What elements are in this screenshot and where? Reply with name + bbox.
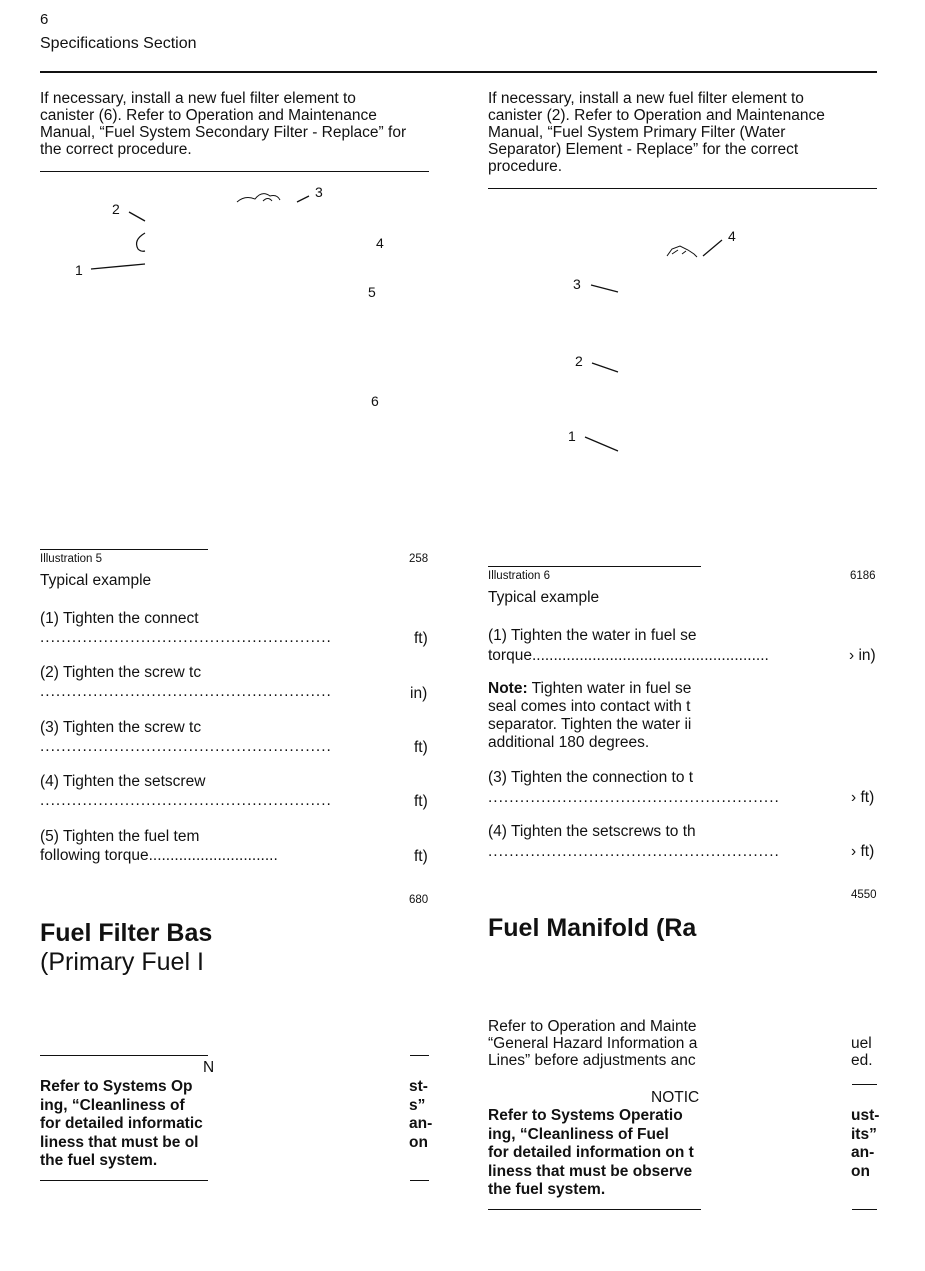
section-title: Specifications Section [40, 35, 197, 52]
right-notice-line-end: its” [851, 1125, 877, 1143]
right-notice-text-right [851, 1107, 879, 1181]
right-notice-label: NOTIC [651, 1089, 700, 1106]
right-step-4: (4) Tighten the setscrews to th [488, 823, 696, 840]
left-step-4-leader: ....................................................... [40, 792, 332, 809]
left-section-subheading: (Primary Fuel I [40, 948, 204, 976]
left-notice-line: ing, “Cleanliness of [40, 1096, 185, 1114]
left-step-2: (2) Tighten the screw tc [40, 664, 202, 681]
left-section-heading: Fuel Filter Bas [40, 919, 213, 947]
right-note-line-text: Tighten water in fuel se [527, 680, 692, 697]
left-step-5-value: ft) [414, 848, 428, 865]
right-note [488, 680, 691, 752]
left-intro-line: the correct procedure. [40, 141, 192, 158]
right-notice-line: Refer to Systems Operatio [488, 1107, 683, 1124]
right-step-1-line2 [488, 647, 769, 665]
left-callout-5: 5 [368, 284, 376, 300]
right-notice-rule-bottom-end [852, 1209, 877, 1210]
right-notice-line-end: ust- [851, 1107, 880, 1124]
left-step-1-value: ft) [414, 630, 428, 647]
left-intro-line: canister (6). Refer to Operation and Maintenance [40, 107, 377, 124]
left-step-2-leader: ....................................................... [40, 683, 332, 700]
left-step-1-leader: ....................................................... [40, 629, 332, 646]
right-callout-3: 3 [573, 276, 581, 292]
left-callout-3: 3 [315, 184, 323, 200]
right-notice-line-end: on [851, 1162, 870, 1180]
right-step-1-line2-text: torque [488, 647, 532, 664]
right-notice-text [488, 1107, 694, 1200]
right-intro-line: canister (2). Refer to Operation and Maintenance [488, 107, 825, 124]
right-note-line: seal comes into contact with t [488, 698, 691, 715]
right-reference-line: Lines” before adjustments anc [488, 1052, 696, 1069]
right-notice-line: liness that must be observe [488, 1162, 693, 1180]
right-note-label: Note: [488, 680, 528, 697]
right-illustration-label: Illustration 6 [488, 570, 551, 582]
left-callout-4: 4 [376, 235, 384, 251]
left-illustration-label: Illustration 5 [40, 553, 103, 565]
right-caption: Typical example [488, 589, 600, 606]
right-step-3-leader: ....................................................... [488, 789, 780, 806]
left-notice-line-end: s” [409, 1096, 426, 1114]
page-number: 6 [40, 11, 49, 28]
left-step-5-line2-text: following torque [40, 847, 149, 864]
left-intro-line: If necessary, install a new fuel filter element to [40, 90, 356, 107]
right-note-line: separator. Tighten the water ii [488, 716, 692, 733]
left-step-3-leader: ....................................................... [40, 738, 332, 755]
right-notice-line: ing, “Cleanliness of Fuel [488, 1125, 669, 1143]
right-step-4-value: › ft) [851, 843, 875, 860]
left-notice-line: liness that must be ol [40, 1133, 199, 1151]
right-note-line: additional 180 degrees. [488, 734, 650, 751]
left-notice-line: the fuel system. [40, 1152, 158, 1169]
right-callout-2: 2 [575, 353, 583, 369]
right-notice-rule-bottom [488, 1209, 701, 1210]
right-notice-line: the fuel system. [488, 1181, 606, 1198]
right-callout-1: 1 [568, 428, 576, 444]
left-step-4-value: ft) [414, 793, 428, 810]
right-reference-text [488, 1018, 697, 1069]
left-callout-2: 2 [112, 201, 120, 217]
right-intro-line: Separator) Element - Replace” for the correct [488, 141, 799, 158]
left-step-5-leader: .............................. [148, 847, 278, 864]
right-notice-rule-top-end [852, 1084, 877, 1085]
right-reference-line: Refer to Operation and Mainte [488, 1018, 697, 1035]
right-step-1-leader: ....................................................... [531, 647, 769, 664]
right-intro-line: procedure. [488, 158, 563, 175]
left-notice-line: for detailed informatic [40, 1115, 203, 1132]
right-intro-line: If necessary, install a new fuel filter element to [488, 90, 804, 107]
right-notice-line: for detailed information on t [488, 1144, 694, 1161]
right-step-4-leader: ....................................................... [488, 843, 780, 860]
left-step-1: (1) Tighten the connect [40, 610, 199, 627]
right-reference-line-end: uel [851, 1035, 872, 1052]
right-reference-line-end: ed. [851, 1052, 873, 1069]
right-caption-rule [488, 566, 701, 567]
right-reference-text-end [851, 1035, 873, 1069]
left-step-3: (3) Tighten the screw tc [40, 719, 202, 736]
right-section-ref: 4550 [851, 889, 877, 901]
left-step-4: (4) Tighten the setscrew [40, 773, 206, 790]
right-step-1: (1) Tighten the water in fuel se [488, 627, 697, 644]
right-step-3: (3) Tighten the connection to t [488, 769, 694, 786]
right-intro-line: Manual, “Fuel System Primary Filter (Water [488, 124, 786, 141]
left-intro-line: Manual, “Fuel System Secondary Filter - Replace” for [40, 124, 407, 141]
right-step-1-value: › in) [849, 647, 876, 664]
left-step-2-value: in) [410, 685, 428, 702]
right-illustration-ref: 6186 [850, 570, 876, 582]
right-callout-4: 4 [728, 228, 736, 244]
left-illustration-ref: 258 [409, 553, 429, 565]
left-notice-line-end: an- [409, 1115, 433, 1132]
left-callout-6: 6 [371, 393, 379, 409]
right-step-3-value: › ft) [851, 789, 875, 806]
left-caption: Typical example [40, 572, 152, 589]
left-callout-1: 1 [75, 262, 83, 278]
left-notice-line: Refer to Systems Op [40, 1078, 193, 1095]
right-section-heading: Fuel Manifold (Ra [488, 914, 697, 942]
right-note-line [488, 680, 691, 698]
left-step-5: (5) Tighten the fuel tem [40, 828, 200, 845]
right-reference-line: “General Hazard Information a [488, 1035, 698, 1052]
left-step-3-value: ft) [414, 739, 428, 756]
right-notice-line-end: an- [851, 1144, 875, 1161]
left-notice-line-end: st- [409, 1078, 428, 1095]
left-notice-label: N [203, 1059, 215, 1076]
left-section-ref: 680 [409, 894, 429, 906]
left-notice-line-end: on [409, 1133, 428, 1151]
